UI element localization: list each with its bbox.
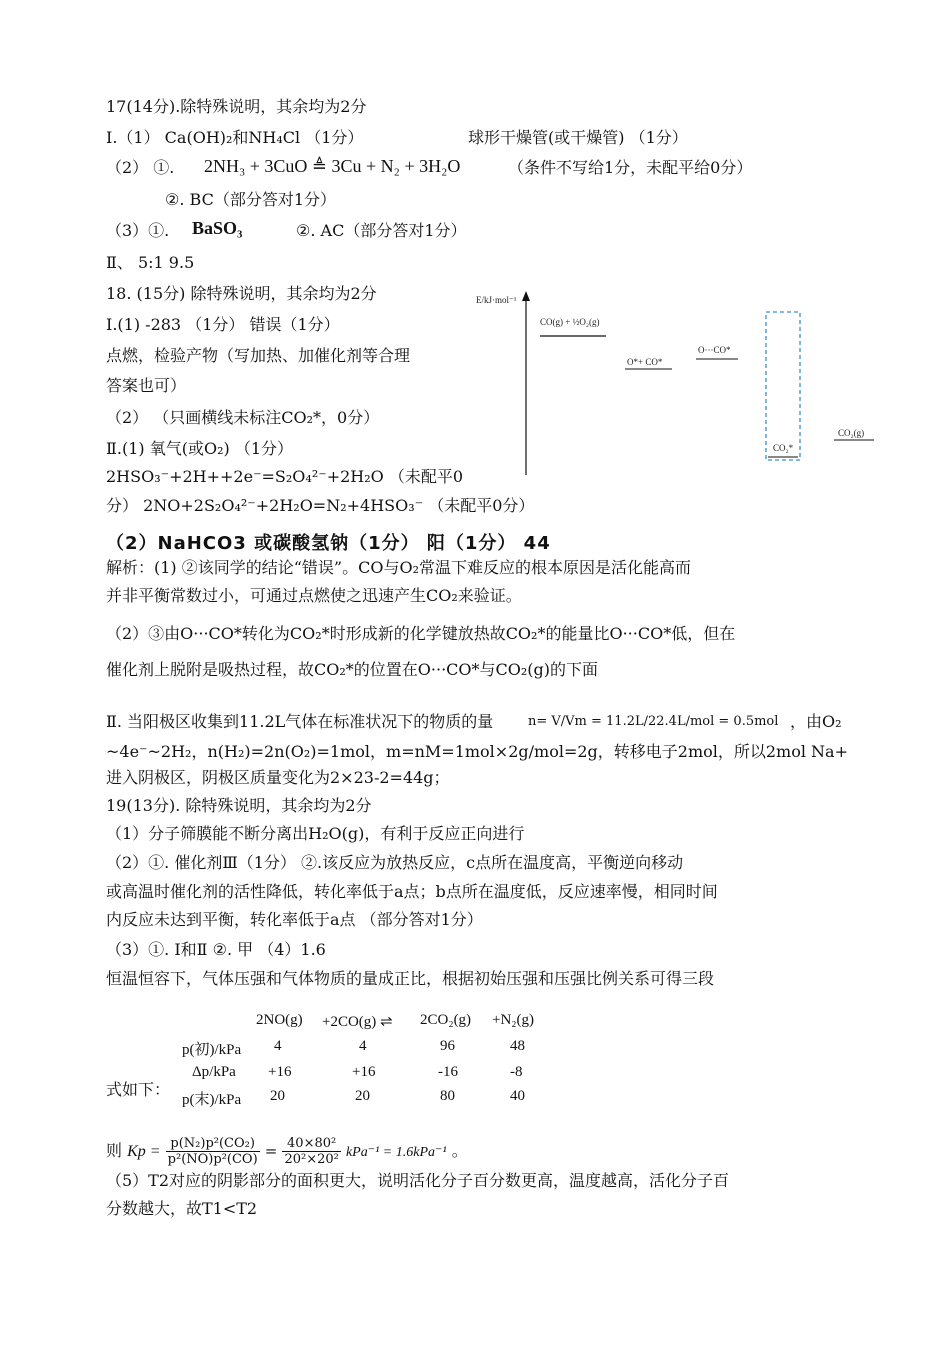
table-cell: -8	[510, 1064, 523, 1080]
y-axis-arrow	[522, 291, 530, 301]
row-initial-label: p(初)/kPa	[182, 1042, 242, 1058]
row-delta-label: Δp/kPa	[192, 1064, 236, 1080]
q18-line4: （2） （只画横线未标注CO₂*，0分）	[106, 408, 380, 427]
row-final-label: p(末)/kPa	[182, 1092, 242, 1108]
q18-line8: （2）NaHCO3 或碳酸氢钠（1分） 阳（1分） 44	[106, 533, 551, 554]
q17-header: 17(14分).除特殊说明，其余均为2分	[106, 97, 367, 116]
q18-line3: 答案也可）	[106, 376, 187, 395]
q18-header: 18. (15分) 除特殊说明，其余均为2分	[106, 284, 377, 303]
table-cell: +16	[352, 1064, 376, 1080]
q18-exp1: 解析：(1) ②该同学的结论“错误”。CO与O₂常温下难反应的根本原因是活化能高而	[106, 558, 692, 577]
eq-term-2: +2CO(g) ⇌	[322, 1014, 393, 1030]
table-cell: 4	[359, 1038, 367, 1054]
level2-label: O*+ CO*	[627, 357, 663, 367]
q19-line1: （1）分子筛膜能不断分离出H₂O(g)，有利于反应正向进行	[106, 824, 525, 843]
q17-line3: ②. BC（部分答对1分）	[165, 190, 336, 209]
q19-line3: 或高温时催化剂的活性降低，转化率低于a点；b点所在温度低，反应速率慢，相同时间	[106, 882, 718, 901]
kp-prefix: 则	[106, 1141, 123, 1160]
q19-line8: （5）T2对应的阴影部分的面积更大，说明活化分子百分数更高，温度越高，活化分子百	[106, 1171, 730, 1190]
table-cell: -16	[438, 1064, 458, 1080]
q17-line2-b: （条件不写给1分，未配平给0分）	[508, 158, 753, 177]
q18-exp7: 进入阴极区，阴极区质量变化为2×23-2=44g；	[106, 768, 450, 787]
q18-exp5-a: Ⅱ. 当阳极区收集到11.2L气体在标准状况下的物质的量	[106, 712, 494, 731]
table-cell: 20	[355, 1088, 370, 1104]
q17-line5: Ⅱ、 5:1 9.5	[106, 253, 195, 272]
kp-den-1: p²(NO)p²(CO)	[167, 1152, 258, 1167]
eq-term-1: 2NO(g)	[256, 1012, 303, 1028]
q18-line7: 分） 2NO+2S₂O₄²⁻+2H₂O=N₂+4HSO₃⁻ （未配平0分）	[106, 496, 535, 515]
q17-equation: 2NH₃ + 3CuO ≜ 3Cu + N₂ + 3H₂O	[204, 156, 461, 176]
level1-label: CO(g) + ½O₂(g)	[540, 317, 600, 327]
table-cell: 96	[440, 1038, 455, 1054]
kp-num-1: p(N₂)p²(CO₂)	[166, 1136, 260, 1152]
kp-num-2: 40×80²	[282, 1136, 340, 1152]
q17-line1-b: 球形干燥管(或干燥管) （1分）	[468, 128, 688, 147]
q19-line4: 内反应未达到平衡，转化率低于a点 （部分答对1分）	[106, 910, 483, 929]
table-cell: 48	[510, 1038, 525, 1054]
kp-formula: 则 Kp = $\frac{\text{p(N₂)p²(CO₂)}}{\text{p²(NO)p²(CO)}}$ = $\frac{\text{40×80²}}{\text{20²×20²}}$ kPa⁻¹ = 1.6kPa⁻¹ 。	[106, 1136, 468, 1167]
table-cell: 4	[274, 1038, 282, 1054]
kp-den-2: 20²×20²	[284, 1152, 339, 1167]
kp-fraction-1	[166, 1136, 260, 1167]
q19-line6: 恒温恒容下，气体压强和气体物质的量成正比，根据初始压强和压强比例关系可得三段	[106, 969, 715, 988]
level4-label: CO₂*	[773, 443, 794, 453]
kp-lhs: Kp =	[127, 1143, 161, 1160]
diagram-ylabel: E/kJ·mol⁻¹	[476, 295, 517, 305]
eq-term-3: 2CO₂(g)	[420, 1012, 472, 1028]
q18-line6: 2HSO₃⁻+2H++2e⁻=S₂O₄²⁻+2H₂O （未配平0	[106, 467, 464, 486]
table-cell: 40	[510, 1088, 525, 1104]
q18-line5: Ⅱ.(1) 氧气(或O₂) （1分）	[106, 439, 293, 458]
kp-fraction-2	[282, 1136, 340, 1167]
table-cell: +16	[268, 1064, 292, 1080]
q17-baso3: BaSO₃	[192, 218, 243, 238]
level5-label: CO₂(g)	[838, 428, 865, 438]
q18-line1: Ⅰ.(1) -283 （1分） 错误（1分）	[106, 315, 340, 334]
q19-line7: 式如下：	[106, 1080, 171, 1099]
eq-term-4: +N₂(g)	[492, 1012, 535, 1028]
q17-line2-a: （2） ①.	[106, 158, 175, 177]
energy-diagram	[476, 285, 906, 485]
q19-line9: 分数越大，故T1<T2	[106, 1199, 258, 1218]
q18-exp4: 催化剂上脱附是吸热过程，故CO₂*的位置在O···CO*与CO₂(g)的下面	[106, 660, 599, 679]
q18-exp6: ~4e⁻~2H₂，n(H₂)=2n(O₂)=1mol，m=nM=1mol×2g/mol=2g，转移电子2mol，所以2mol Na+	[106, 742, 849, 761]
q17-line1-a: Ⅰ.（1） Ca(OH)₂和NH₄Cl （1分）	[106, 128, 364, 147]
q18-exp3: （2）③由O···CO*转化为CO₂*时形成新的化学键放热故CO₂*的能量比O···CO*低，但在	[106, 624, 736, 643]
kp-end: 。	[451, 1141, 468, 1160]
q17-line4-b: ②. AC（部分答对1分）	[296, 221, 467, 240]
dashed-box	[766, 312, 800, 460]
table-cell: 80	[440, 1088, 455, 1104]
q18-exp5-eq: n= V/Vm = 11.2L/22.4L/mol = 0.5mol	[528, 714, 779, 729]
q19-line2: （2）①. 催化剂Ⅲ（1分） ②.该反应为放热反应，c点所在温度高，平衡逆向移动	[106, 853, 684, 872]
q18-exp5-b: ，由O₂	[790, 712, 842, 731]
level3-label: O···CO*	[698, 345, 731, 355]
q19-header: 19(13分). 除特殊说明，其余均为2分	[106, 796, 372, 815]
table-cell: 20	[270, 1088, 285, 1104]
kp-tail: kPa⁻¹ = 1.6kPa⁻¹	[345, 1145, 447, 1160]
q18-exp2: 并非平衡常数过小，可通过点燃使之迅速产生CO₂来验证。	[106, 586, 522, 605]
q19-line5: （3）①. Ⅰ和Ⅱ ②. 甲 （4）1.6	[106, 940, 326, 959]
q17-line4-a: （3）①.	[106, 221, 170, 240]
q18-line2: 点燃，检验产物（写加热、加催化剂等合理	[106, 346, 411, 365]
